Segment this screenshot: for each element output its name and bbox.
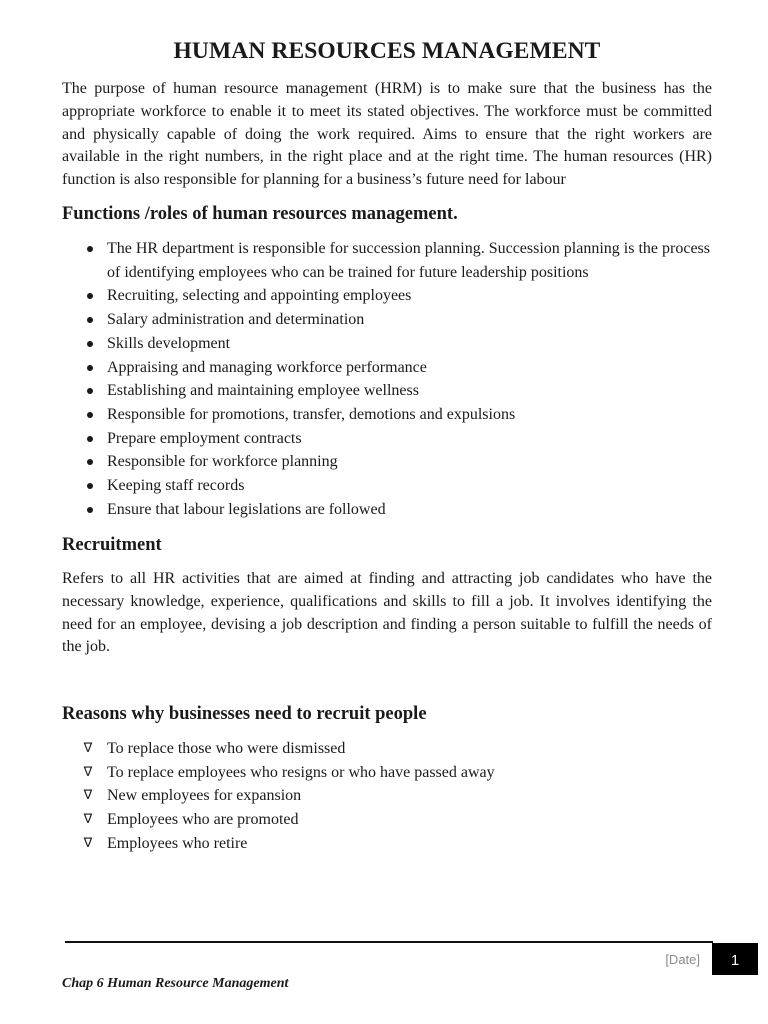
bullet-dot-icon — [84, 284, 96, 299]
list-item: Responsible for workforce planning — [62, 450, 712, 474]
reasons-list — [62, 737, 712, 856]
recruitment-definition: Refers to all HR activities that are aimed at finding and attracting job candidates who have the necessary knowledge, experience, qualifications and skills to fill a job. It involves identifying the need for an employee, devising a job description and finding a person suitable to fulfill the needs of the job. — [62, 570, 712, 656]
page-title: HUMAN RESOURCES MANAGEMENT — [173, 38, 601, 64]
list-item: ∇ To replace those who were dismissed — [62, 737, 712, 761]
bullet-dot-icon — [84, 450, 96, 465]
list-item: ∇ To replace employees who resigns or who have passed away — [62, 761, 712, 785]
recruitment-heading: Recruitment — [62, 535, 162, 555]
list-item: ∇ Employees who retire — [62, 832, 712, 856]
list-item: Establishing and maintaining employee wellness — [62, 379, 712, 403]
list-item: Recruiting, selecting and appointing employees — [62, 284, 712, 308]
bullet-dot-icon — [84, 237, 96, 252]
list-item: The HR department is responsible for succession planning. Succession planning is the process of identifying employees who can be trained for future leadership positions — [62, 237, 712, 284]
intro-paragraph: The purpose of human resource management (HRM) is to make sure that the business has the appropriate workforce to enable it to meet its stated objectives. The workforce must be committed and physically capable of doing the work required. Aims to ensure that the right workers are available in the right numbers, in the right place and at the right time. The human resources (HR) function is also responsible for planning for a business’s future need for labour — [62, 80, 712, 189]
nabla-bullet-icon: ∇ — [83, 788, 93, 804]
list-item: Keeping staff records — [62, 474, 712, 498]
list-item: Appraising and managing workforce performance — [62, 356, 712, 380]
bullet-dot-icon — [84, 498, 96, 513]
bullet-dot-icon — [84, 356, 96, 371]
bullet-dot-icon — [84, 332, 96, 347]
reasons-heading: Reasons why businesses need to recruit people — [62, 704, 427, 724]
functions-heading: Functions /roles of human resources management. — [62, 204, 458, 224]
bullet-dot-icon — [84, 403, 96, 418]
nabla-bullet-icon: ∇ — [83, 835, 93, 851]
functions-list — [62, 237, 712, 521]
bullet-dot-icon — [84, 427, 96, 442]
footer-date: [Date] — [665, 952, 700, 967]
page-number: 1 — [712, 943, 758, 975]
nabla-bullet-icon: ∇ — [83, 764, 93, 780]
list-item: Ensure that labour legislations are followed — [62, 498, 712, 522]
list-item: Salary administration and determination — [62, 308, 712, 332]
list-item: Responsible for promotions, transfer, demotions and expulsions — [62, 403, 712, 427]
bullet-dot-icon — [84, 379, 96, 394]
list-item: Prepare employment contracts — [62, 427, 712, 451]
list-item: ∇ New employees for expansion — [62, 784, 712, 808]
footer-chapter-title: Chap 6 Human Resource Management — [62, 976, 289, 991]
list-item: ∇ Employees who are promoted — [62, 808, 712, 832]
footer-divider — [65, 941, 713, 943]
bullet-dot-icon — [84, 308, 96, 323]
nabla-bullet-icon: ∇ — [83, 812, 93, 828]
bullet-dot-icon — [84, 474, 96, 489]
nabla-bullet-icon: ∇ — [83, 741, 93, 756]
list-item: Skills development — [62, 332, 712, 356]
